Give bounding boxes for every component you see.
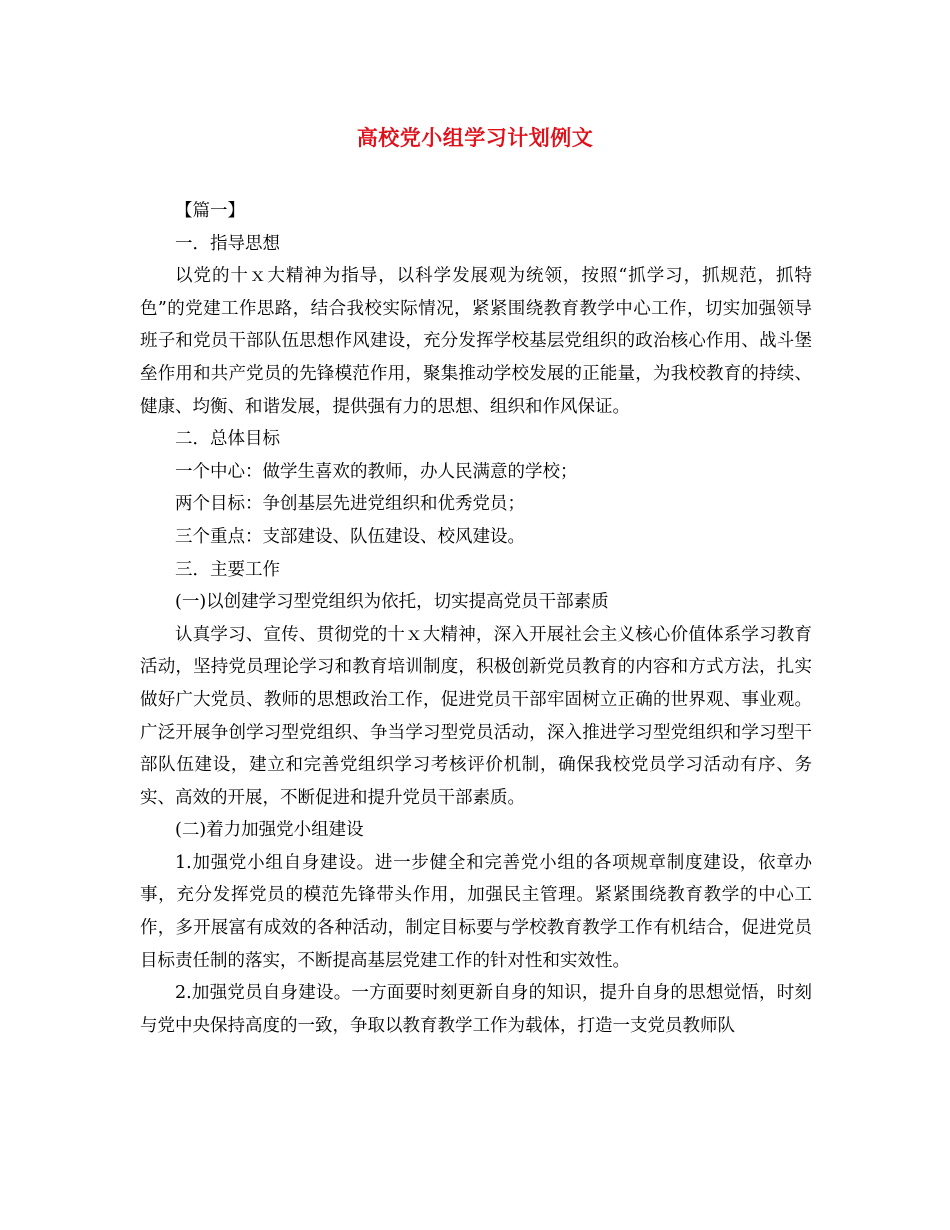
heading-overall-goals: 二．总体目标 xyxy=(175,429,280,450)
paragraph-party-group-self-building: 1.加强党小组自身建设。进一步健全和完善党小组的各项规章制度建设，依章办事，充分发挥党员的模范先锋带头作用，加强民主管理。紧紧围绕教育教学的中心工作，多开展富有成效的各种活动，制定目标要与学校教育教学工作有机结合，促进党员目标责任制的落实，不断提高基层党建工作的针对性和实效性。 xyxy=(140,852,812,971)
subheading-learning-party-org: (一)以创建学习型党组织为依托，切实提高党员干部素质 xyxy=(175,592,609,613)
goal-one-center: 一个中心：做学生喜欢的教师，办人民满意的学校； xyxy=(175,461,578,482)
heading-guiding-ideology: 一．指导思想 xyxy=(175,233,280,254)
goal-two-targets: 两个目标：争创基层先进党组织和优秀党员； xyxy=(175,494,525,515)
document-title: 高校党小组学习计划例文 xyxy=(356,125,594,150)
paragraph-learning-party-org: 认真学习、宣传、贯彻党的十ｘ大精神，深入开展社会主义核心价值体系学习教育活动，坚持党员理论学习和教育培训制度，积极创新党员教育的内容和方式方法，扎实做好广大党员、教师的思想政治工作，促进党员干部牢固树立正确的世界观、事业观。广泛开展争创学习型党组织、争当学习型党员活动，深入推进学习型党组织和学习型干部队伍建设，建立和完善党组织学习考核评价机制，确保我校党员学习活动有序、务实、高效的开展，不断促进和提升党员干部素质。 xyxy=(140,624,812,808)
paragraph-guiding-ideology: 以党的十ｘ大精神为指导，以科学发展观为统领，按照“抓学习，抓规范，抓特色”的党建工作思路，结合我校实际情况，紧紧围绕教育教学中心工作，切实加强领导班子和党员干部队伍思想作风建设，充分发挥学校基层党组织的政治核心作用、战斗堡垒作用和共产党员的先锋模范作用，聚集推动学校发展的正能量，为我校教育的持续、健康、均衡、和谐发展，提供强有力的思想、组织和作风保证。 xyxy=(140,266,812,417)
paragraph-member-self-building: 2.加强党员自身建设。一方面要时刻更新自身的知识，提升自身的思想觉悟，时刻与党中央保持高度的一致，争取以教育教学工作为载体，打造一支党员教师队 xyxy=(140,983,812,1036)
goal-three-focuses: 三个重点：支部建设、队伍建设、校风建设。 xyxy=(175,526,525,547)
document-body xyxy=(140,195,812,1042)
section-heading-part-one: 【篇一】 xyxy=(175,201,245,221)
subheading-party-group-building: (二)着力加强党小组建设 xyxy=(175,820,364,841)
heading-main-work: 三．主要工作 xyxy=(175,559,280,580)
